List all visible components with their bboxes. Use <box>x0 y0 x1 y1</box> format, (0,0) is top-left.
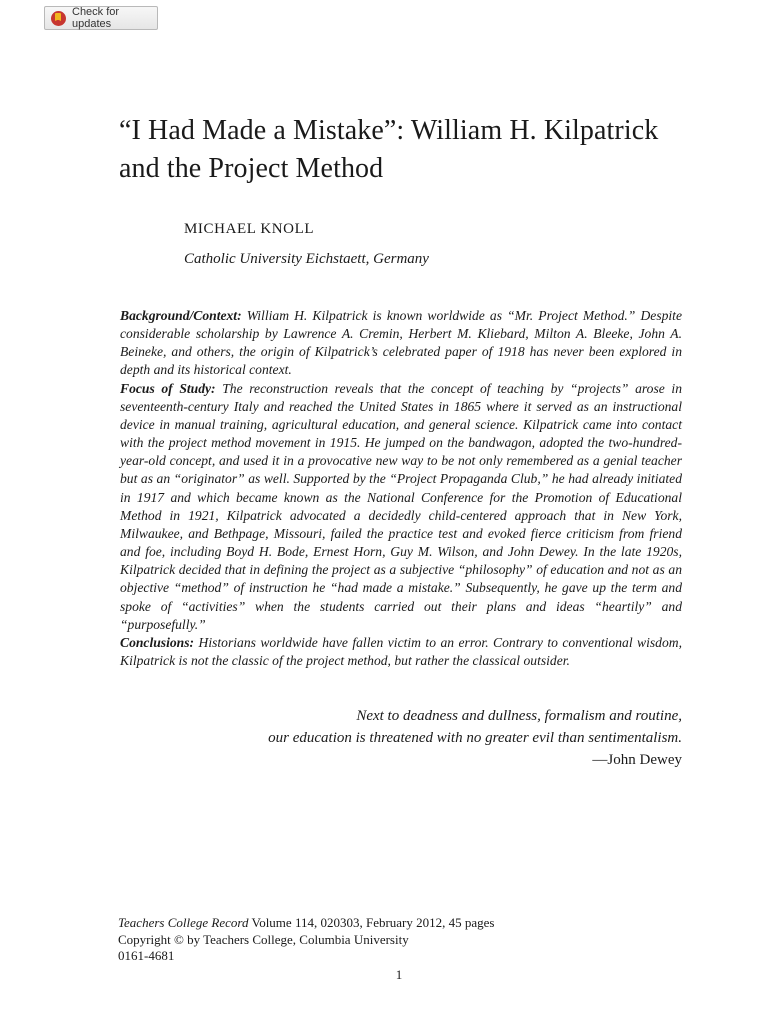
abstract-focus <box>120 380 682 634</box>
background-text: William H. Kilpatrick is known worldwide as “Mr. Project Method.” Despite considerable scholarship by Lawrence A. Cremin, Herbert M. Kliebard, Milton A. Bleeke, John A. Beineke, and others, the origin of Kilpatrick’s celebrated paper of 1918 has never been explored in depth and its historical context. <box>120 308 682 378</box>
check-for-updates-button[interactable] <box>44 6 158 30</box>
focus-text: The reconstruction reveals that the concept of teaching by “projects” arose in seventeenth-century Italy and reached the United States in 1865 where it served as an instructional device in manual training, agricultural education, and general science. Kilpatrick came into contact with the project method movement in 1915. He jumped on the bandwagon, adopted the two-hundred-year-old concept, and used it in a provocative new way to be not only remembered as a genial teacher but as an “originator” as well. Supported by the “Project Propaganda Club,” he had already initiated in 1917 and which became known as the National Conference for the Promotion of Educational Method in 1921, Kilpatrick advocated a decidedly child-centered approach that in New York, Milwaukee, and Bethpage, Missouri, failed the practice test and evoked fierce criticism from friend and foe, including Boyd H. Bode, Ernest Horn, Guy M. Wilson, and John Dewey. In the late 1920s, Kilpatrick decided that in defining the project as a subjective “philosophy” of education and not as an objective “method” of instruction he “had made a mistake.” Subsequently, he gave up the term and spoke of “activities” when the students carried out their plans and ideas “heartily” and “purposefully.” <box>120 380 683 632</box>
article-title: “I Had Made a Mistake”: William H. Kilpatrick and the Project Method <box>119 115 659 184</box>
citation-details: Volume 114, 020303, February 2012, 45 pages <box>248 915 495 930</box>
epigraph <box>120 705 682 771</box>
background-label: Background/Context: <box>120 308 242 323</box>
author-name: MICHAEL KNOLL <box>184 221 315 237</box>
epigraph-attribution: —John Dewey <box>592 752 682 768</box>
epigraph-line-2: our education is threatened with no greater evil than sentimentalism. <box>268 730 682 746</box>
issn-line: 0161-4681 <box>118 948 175 963</box>
conclusions-label: Conclusions: <box>120 634 195 650</box>
abstract-conclusions <box>120 634 682 670</box>
journal-name: Teachers College Record <box>118 915 249 930</box>
abstract-background <box>120 307 682 380</box>
epigraph-line-1: Next to deadness and dullness, formalism and routine, <box>356 708 682 724</box>
page-number: 1 <box>395 967 403 982</box>
footer <box>118 915 680 965</box>
copyright-line: Copyright © by Teachers College, Columbia University <box>118 931 409 947</box>
focus-label: Focus of Study: <box>120 380 216 396</box>
abstract <box>120 307 682 670</box>
crossmark-icon <box>51 11 66 26</box>
conclusions-text: Historians worldwide have fallen victim to an error. Contrary to conventional wisdom, Kilpatrick is not the classic of the project method, but rather the classical outsider. <box>120 634 682 668</box>
check-for-updates-label: Check for updates <box>72 6 120 30</box>
author-affiliation: Catholic University Eichstaett, Germany <box>184 251 429 267</box>
citation-line <box>118 915 680 932</box>
